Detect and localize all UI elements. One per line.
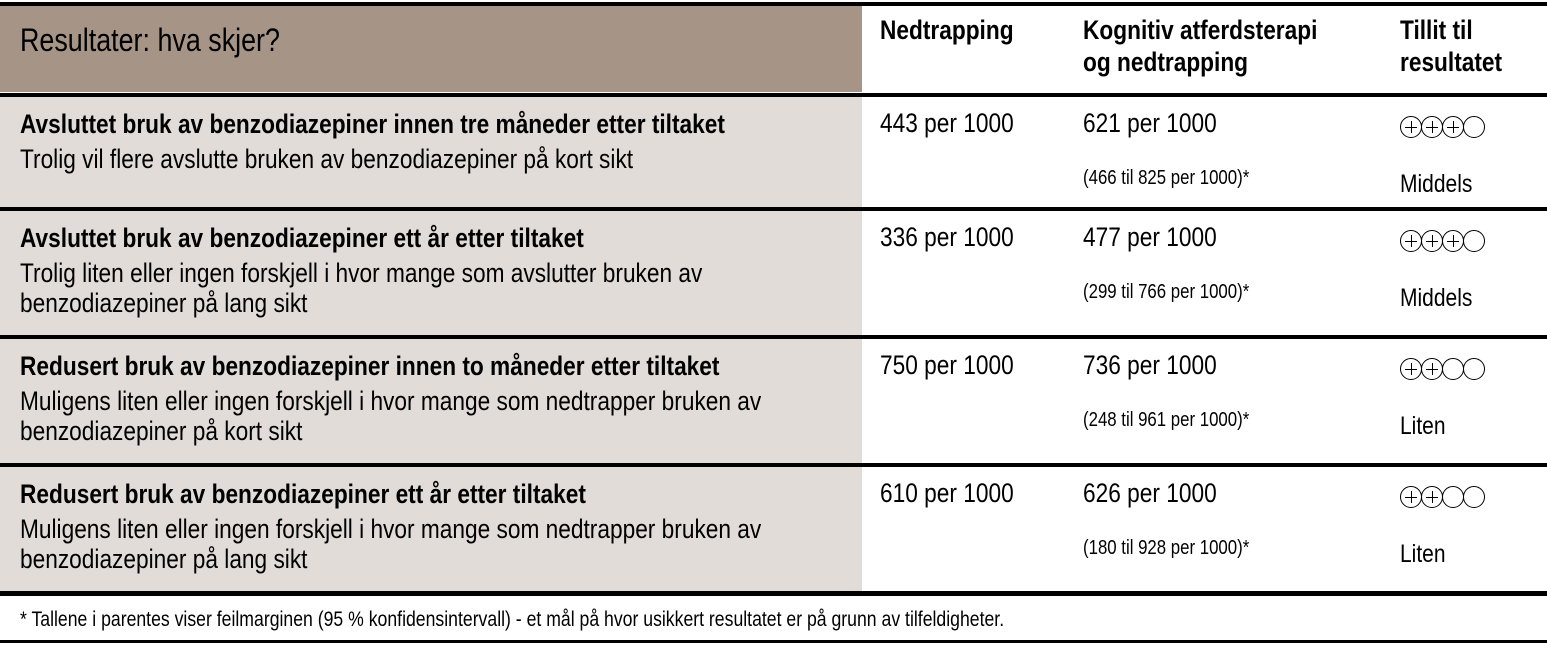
- col-header-kat-line2: og nedtrapping: [1083, 47, 1249, 77]
- kat-value-text: 621 per 1000: [1083, 108, 1217, 138]
- footnote-text: * Tallene i parentes viser feilmarginen (95 % konfidensintervall) - et mål på hvor usikkert resultatet er på grunn av tilfeldigheter.: [20, 608, 1005, 631]
- certainty-empty-circle-icon: [1463, 486, 1485, 508]
- kat-value-text: 477 per 1000: [1083, 222, 1217, 252]
- certainty-plus-icon: [1421, 486, 1443, 508]
- outcome-title: Avsluttet bruk av benzodiazepiner innen tre måneder etter tiltaket: [20, 109, 725, 139]
- certainty-plus-icon: [1400, 230, 1422, 252]
- col-header-tillit-line2: resultatet: [1400, 47, 1503, 77]
- col-header-tillit-line1: Tillit til: [1400, 15, 1473, 45]
- kat-value: [1083, 222, 1242, 253]
- certainty-label: [1400, 284, 1486, 313]
- top-rule: [0, 2, 1547, 6]
- confidence-interval: [1083, 281, 1281, 304]
- kat-value-text: 626 per 1000: [1083, 478, 1217, 508]
- nedtrapping-value: [880, 108, 1039, 139]
- col-header-nedtrapping: [880, 14, 1039, 46]
- outcome-title: Redusert bruk av benzodiazepiner ett år etter tiltaket: [20, 479, 586, 509]
- col-header-tillit: [1400, 14, 1522, 78]
- outcome-title: Redusert bruk av benzodiazepiner innen to måneder etter tiltaket: [20, 351, 720, 381]
- footer-rule-bottom: [0, 640, 1547, 643]
- certainty-rating: [1400, 486, 1484, 508]
- footer-rule-top: [0, 592, 1547, 596]
- outcome-title: Avsluttet bruk av benzodiazepiner ett år etter tiltaket: [20, 223, 584, 253]
- certainty-plus-icon: [1421, 116, 1443, 138]
- outcome-description: Trolig liten eller ingen forskjell i hvor mange som avslutter bruken av benzodiazepiner på lang sikt: [20, 258, 703, 318]
- certainty-label-text: Liten: [1400, 540, 1446, 568]
- confidence-interval-text: (180 til 928 per 1000)*: [1083, 537, 1250, 559]
- outcome-cell: [20, 478, 860, 574]
- certainty-plus-icon: [1442, 116, 1464, 138]
- certainty-label: [1400, 540, 1454, 569]
- confidence-interval-text: (248 til 961 per 1000)*: [1083, 409, 1250, 431]
- certainty-rating: [1400, 230, 1484, 252]
- outcome-description: Muligens liten eller ingen forskjell i hvor mange som nedtrapper bruken av benzodiazepiner på lang sikt: [20, 514, 762, 574]
- certainty-label: [1400, 170, 1486, 199]
- certainty-empty-circle-icon: [1463, 116, 1485, 138]
- certainty-plus-icon: [1400, 358, 1422, 380]
- certainty-empty-circle-icon: [1442, 358, 1464, 380]
- certainty-rating: [1400, 116, 1484, 138]
- nedtrapping-value: [880, 350, 1039, 381]
- confidence-interval: [1083, 167, 1281, 190]
- certainty-plus-icon: [1400, 486, 1422, 508]
- certainty-plus-icon: [1442, 230, 1464, 252]
- footnote: [20, 608, 1192, 632]
- certainty-label-text: Liten: [1400, 412, 1446, 440]
- certainty-empty-circle-icon: [1442, 486, 1464, 508]
- nedtrapping-value-text: 750 per 1000: [880, 350, 1014, 380]
- certainty-empty-circle-icon: [1463, 358, 1485, 380]
- certainty-label-text: Middels: [1400, 284, 1473, 312]
- table-title: [20, 22, 329, 59]
- nedtrapping-value: [880, 478, 1039, 509]
- kat-value: [1083, 108, 1242, 139]
- nedtrapping-value-text: 610 per 1000: [880, 478, 1014, 508]
- kat-value: [1083, 350, 1242, 381]
- outcome-description: Trolig vil flere avslutte bruken av benzodiazepiner på kort sikt: [20, 144, 634, 174]
- outcome-cell: [20, 108, 860, 174]
- table-title-text: Resultater: hva skjer?: [20, 22, 280, 58]
- nedtrapping-value: [880, 222, 1039, 253]
- outcome-description: Muligens liten eller ingen forskjell i hvor mange som nedtrapper bruken av benzodiazepiner på kort sikt: [20, 386, 762, 446]
- nedtrapping-value-text: 336 per 1000: [880, 222, 1014, 252]
- confidence-interval-text: (299 til 766 per 1000)*: [1083, 281, 1250, 303]
- outcome-cell: [20, 350, 860, 446]
- confidence-interval-text: (466 til 825 per 1000)*: [1083, 167, 1250, 189]
- certainty-plus-icon: [1421, 358, 1443, 380]
- certainty-label-text: Middels: [1400, 170, 1473, 198]
- certainty-empty-circle-icon: [1463, 230, 1485, 252]
- col-header-kat: [1083, 14, 1362, 78]
- certainty-label: [1400, 412, 1454, 441]
- nedtrapping-value-text: 443 per 1000: [880, 108, 1014, 138]
- col-header-nedtrapping-text: Nedtrapping: [880, 15, 1014, 45]
- certainty-plus-icon: [1421, 230, 1443, 252]
- outcome-cell: [20, 222, 860, 318]
- confidence-interval: [1083, 537, 1281, 560]
- kat-value: [1083, 478, 1242, 509]
- col-header-kat-line1: Kognitiv atferdsterapi: [1083, 15, 1318, 45]
- confidence-interval: [1083, 409, 1281, 432]
- certainty-rating: [1400, 358, 1484, 380]
- kat-value-text: 736 per 1000: [1083, 350, 1217, 380]
- certainty-plus-icon: [1400, 116, 1422, 138]
